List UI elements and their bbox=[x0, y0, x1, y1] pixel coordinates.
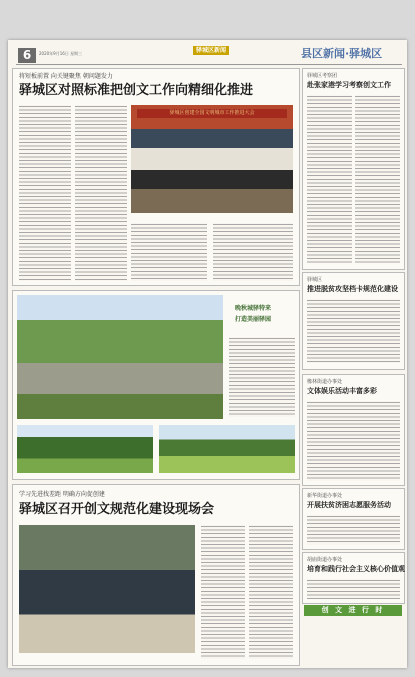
right-headline-4: 开展扶贫济困志愿服务活动 bbox=[307, 501, 391, 509]
right-body-2 bbox=[307, 299, 400, 363]
park-title-line2: 打造美丽驿园 bbox=[235, 316, 272, 323]
header-rule bbox=[16, 64, 402, 65]
right-tag-4: 新华街道办事处 bbox=[307, 493, 343, 499]
bottom-body-text-col1 bbox=[201, 525, 245, 659]
right-tag-3: 橡林街道办事处 bbox=[307, 379, 343, 385]
right-headline-1: 赴张家港学习考察创文工作 bbox=[307, 81, 391, 89]
header-date: 2020年9月16日 星期三 bbox=[39, 51, 83, 56]
right-story-2 bbox=[302, 272, 405, 370]
park-photo-main bbox=[17, 295, 223, 419]
right-story-5 bbox=[302, 552, 405, 604]
park-title-line1: 晚秋城驿特来 bbox=[235, 305, 272, 312]
lead-body-text-col3 bbox=[131, 223, 207, 281]
right-headline-2: 推进脱贫攻坚档卡规范化建设 bbox=[307, 285, 398, 293]
right-story-4 bbox=[302, 488, 405, 550]
right-body-4 bbox=[307, 515, 400, 545]
right-story-1 bbox=[302, 68, 405, 270]
section-title: 县区新闻·驿城区 bbox=[301, 47, 383, 60]
inspection-photo bbox=[19, 525, 195, 653]
meeting-photo bbox=[131, 105, 293, 213]
lead-story-box bbox=[12, 68, 300, 286]
park-body-text bbox=[229, 337, 295, 417]
right-story-3 bbox=[302, 374, 405, 486]
right-headline-3: 文体娱乐活动丰富多彩 bbox=[307, 387, 377, 395]
lead-body-text-col2 bbox=[75, 105, 127, 281]
park-photo-left bbox=[17, 425, 153, 473]
bottom-headline: 驿城区召开创文规范化建设现场会 bbox=[19, 502, 215, 517]
right-tag-5: 胡庙街道办事处 bbox=[307, 557, 343, 563]
page-number: 6 bbox=[18, 48, 36, 63]
newspaper-brand: 驿城区新闻 bbox=[193, 46, 229, 55]
park-photo-right bbox=[159, 425, 295, 473]
right-body-5 bbox=[307, 579, 400, 599]
bottom-kicker: 学习先进找差距 明确方向促创建 bbox=[19, 491, 105, 498]
right-tag-1: 驿城区考察团 bbox=[307, 73, 338, 79]
newspaper-page bbox=[8, 40, 407, 668]
right-headline-5: 培育和践行社会主义核心价值观 bbox=[307, 565, 405, 573]
right-body-1a bbox=[307, 95, 352, 263]
park-feature-box bbox=[12, 290, 300, 480]
lead-headline: 驿城区对照标准把创文工作向精细化推进 bbox=[19, 83, 254, 98]
lead-kicker: 将短板前置 向关键聚焦 朝问题发力 bbox=[19, 73, 113, 80]
right-body-1b bbox=[355, 95, 400, 263]
meeting-banner: 驿城区创建全国文明城市工作推进大会 bbox=[137, 109, 287, 118]
lead-body-text-col1 bbox=[19, 105, 71, 281]
bottom-body-text-col2 bbox=[249, 525, 293, 659]
right-body-3 bbox=[307, 401, 400, 481]
lead-body-text-col4 bbox=[213, 223, 293, 281]
right-tag-2: 驿城区 bbox=[307, 277, 323, 283]
bottom-story-box bbox=[12, 484, 300, 666]
chuangwen-banner: 创 文 进 行 时 bbox=[304, 605, 402, 616]
page-header bbox=[8, 44, 407, 66]
